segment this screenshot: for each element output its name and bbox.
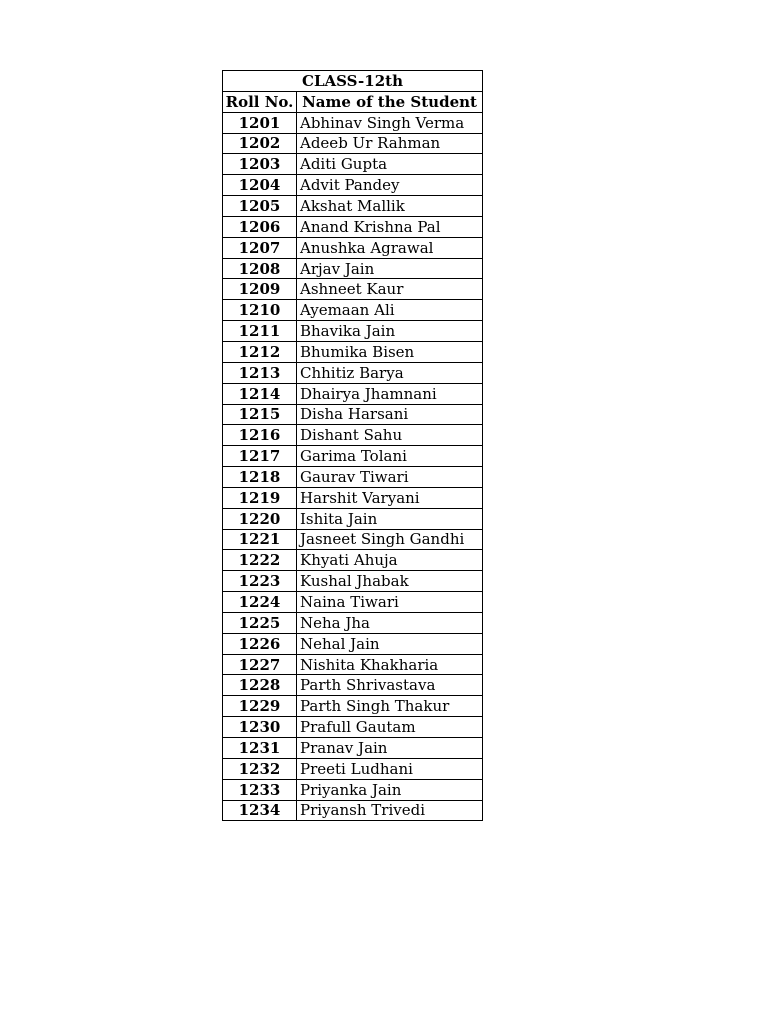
table-row <box>223 592 483 613</box>
roll-number-cell: 1216 <box>223 425 297 446</box>
roll-number-cell: 1202 <box>223 133 297 154</box>
roll-number-cell: 1205 <box>223 196 297 217</box>
student-name-cell: Nishita Khakharia <box>297 654 483 675</box>
student-name-cell: Ashneet Kaur <box>297 279 483 300</box>
student-name-cell: Neha Jha <box>297 612 483 633</box>
roll-number-cell: 1217 <box>223 446 297 467</box>
roll-number-cell: 1204 <box>223 175 297 196</box>
table-row <box>223 467 483 488</box>
roll-number-cell: 1233 <box>223 779 297 800</box>
roll-number-cell: 1226 <box>223 633 297 654</box>
student-name-cell: Dhairya Jhamnani <box>297 383 483 404</box>
table-row <box>223 425 483 446</box>
roll-number-cell: 1210 <box>223 300 297 321</box>
student-name-cell: Pranav Jain <box>297 738 483 759</box>
student-name-cell: Anand Krishna Pal <box>297 216 483 237</box>
table-row <box>223 133 483 154</box>
header-row <box>223 91 483 112</box>
roll-number-cell: 1213 <box>223 362 297 383</box>
table-row <box>223 633 483 654</box>
student-name-cell: Disha Harsani <box>297 404 483 425</box>
student-name-cell: Anushka Agrawal <box>297 237 483 258</box>
table-title: CLASS-12th <box>223 71 483 92</box>
table-row <box>223 341 483 362</box>
table-row <box>223 175 483 196</box>
table-row <box>223 446 483 467</box>
roll-number-cell: 1219 <box>223 487 297 508</box>
roll-number-cell: 1234 <box>223 800 297 821</box>
roll-number-cell: 1220 <box>223 508 297 529</box>
table-row <box>223 154 483 175</box>
student-name-header: Name of the Student <box>297 91 483 112</box>
table-row <box>223 800 483 821</box>
roll-number-cell: 1222 <box>223 550 297 571</box>
table-row <box>223 487 483 508</box>
student-name-cell: Aditi Gupta <box>297 154 483 175</box>
student-name-cell: Chhitiz Barya <box>297 362 483 383</box>
roll-number-cell: 1209 <box>223 279 297 300</box>
roll-number-cell: 1212 <box>223 341 297 362</box>
table-row <box>223 529 483 550</box>
table-row <box>223 112 483 133</box>
table-row <box>223 300 483 321</box>
table-row <box>223 717 483 738</box>
table-row <box>223 321 483 342</box>
roll-number-cell: 1221 <box>223 529 297 550</box>
roll-number-cell: 1201 <box>223 112 297 133</box>
roll-number-cell: 1207 <box>223 237 297 258</box>
student-name-cell: Priyanka Jain <box>297 779 483 800</box>
student-name-cell: Dishant Sahu <box>297 425 483 446</box>
table-row <box>223 258 483 279</box>
student-name-cell: Bhavika Jain <box>297 321 483 342</box>
roll-number-cell: 1218 <box>223 467 297 488</box>
student-name-cell: Parth Shrivastava <box>297 675 483 696</box>
table-row <box>223 675 483 696</box>
student-name-cell: Gaurav Tiwari <box>297 467 483 488</box>
student-name-cell: Harshit Varyani <box>297 487 483 508</box>
roll-number-cell: 1230 <box>223 717 297 738</box>
table-row <box>223 550 483 571</box>
student-name-cell: Preeti Ludhani <box>297 758 483 779</box>
roll-number-cell: 1231 <box>223 738 297 759</box>
roll-number-cell: 1229 <box>223 696 297 717</box>
table-row <box>223 362 483 383</box>
table-row <box>223 216 483 237</box>
roll-number-cell: 1224 <box>223 592 297 613</box>
roll-number-cell: 1225 <box>223 612 297 633</box>
title-row <box>223 71 483 92</box>
student-name-cell: Arjav Jain <box>297 258 483 279</box>
student-name-cell: Ishita Jain <box>297 508 483 529</box>
student-name-cell: Jasneet Singh Gandhi <box>297 529 483 550</box>
table-row <box>223 696 483 717</box>
student-name-cell: Bhumika Bisen <box>297 341 483 362</box>
table-row <box>223 196 483 217</box>
roll-number-cell: 1203 <box>223 154 297 175</box>
student-name-cell: Ayemaan Ali <box>297 300 483 321</box>
student-name-cell: Adeeb Ur Rahman <box>297 133 483 154</box>
table-row <box>223 612 483 633</box>
table-row <box>223 758 483 779</box>
student-name-cell: Nehal Jain <box>297 633 483 654</box>
roll-number-cell: 1206 <box>223 216 297 237</box>
roll-number-cell: 1228 <box>223 675 297 696</box>
table-row <box>223 779 483 800</box>
roll-number-cell: 1211 <box>223 321 297 342</box>
roster-body <box>223 112 483 821</box>
roll-number-cell: 1223 <box>223 571 297 592</box>
student-name-cell: Priyansh Trivedi <box>297 800 483 821</box>
student-name-cell: Khyati Ahuja <box>297 550 483 571</box>
student-name-cell: Naina Tiwari <box>297 592 483 613</box>
table-row <box>223 654 483 675</box>
table-row <box>223 508 483 529</box>
roll-number-cell: 1215 <box>223 404 297 425</box>
student-name-cell: Abhinav Singh Verma <box>297 112 483 133</box>
roll-number-header: Roll No. <box>223 91 297 112</box>
student-name-cell: Akshat Mallik <box>297 196 483 217</box>
student-name-cell: Advit Pandey <box>297 175 483 196</box>
table-row <box>223 279 483 300</box>
table-row <box>223 237 483 258</box>
roll-number-cell: 1227 <box>223 654 297 675</box>
student-name-cell: Parth Singh Thakur <box>297 696 483 717</box>
roll-number-cell: 1232 <box>223 758 297 779</box>
table-row <box>223 571 483 592</box>
student-name-cell: Garima Tolani <box>297 446 483 467</box>
student-roster-table <box>222 70 483 821</box>
table-row <box>223 383 483 404</box>
student-name-cell: Kushal Jhabak <box>297 571 483 592</box>
table-row <box>223 404 483 425</box>
student-name-cell: Prafull Gautam <box>297 717 483 738</box>
roll-number-cell: 1208 <box>223 258 297 279</box>
roll-number-cell: 1214 <box>223 383 297 404</box>
table-row <box>223 738 483 759</box>
